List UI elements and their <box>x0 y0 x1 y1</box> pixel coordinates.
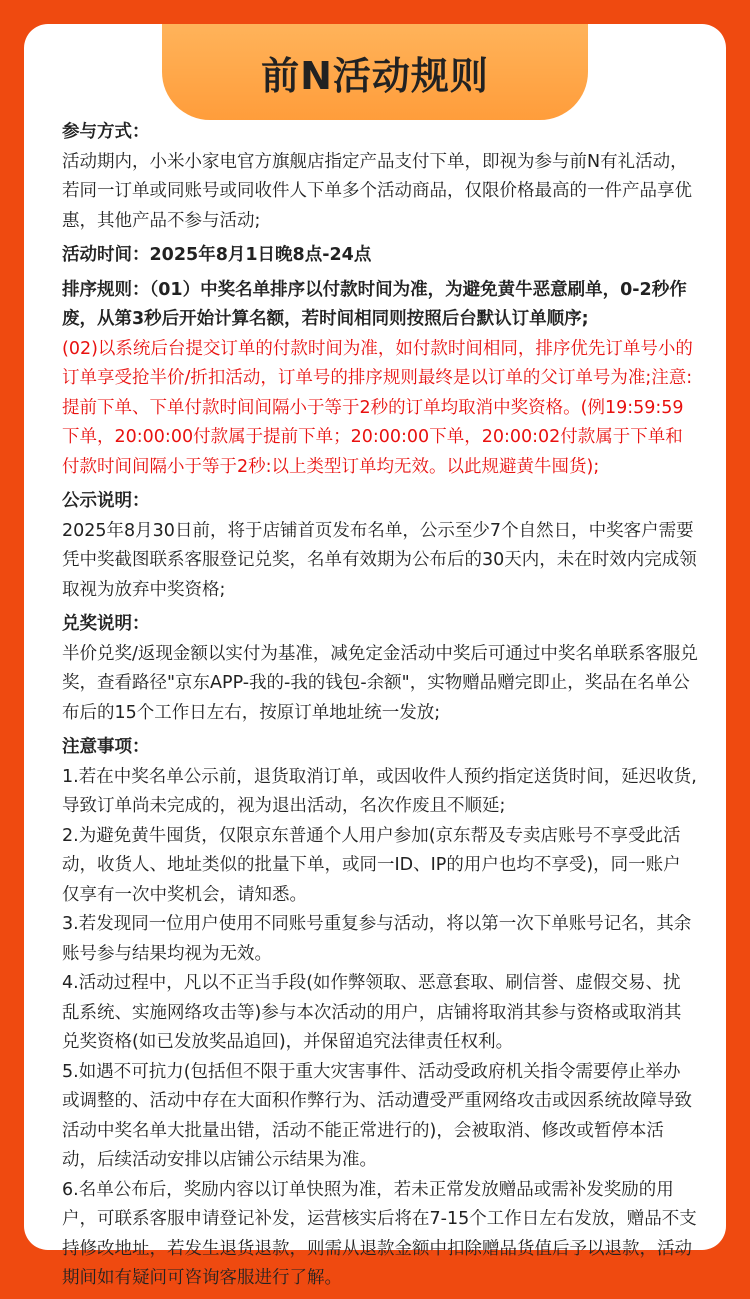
redemption-section <box>62 610 698 728</box>
announcement-text: 2025年8月30日前，将于店铺首页发布名单，公示至少7个自然日，中奖客户需要凭中奖截图联系客服登记兑奖，名单有效期为公布后的30天内，未在时效内完成领取视为放弃中奖资格; <box>62 520 697 600</box>
rules-content <box>62 118 698 1299</box>
ranking-rule-red: (02)以系统后台提交订单的付款时间为准，如付款时间相同，排序优先订单号小的订单享受抢半价/折扣活动，订单号的排序规则最终是以订单的父订单号为准;注意:提前下单、下单付款时间间隔小于等于2秒的订单均取消中奖资格。(例19:59:59下单，20:00:00付款属于提前下单；20:00:00下单，20:00:02付款属于下单和付款时间间隔小于等于2秒:以上类型订单均无效。以此规避黄牛囤货); <box>62 338 693 477</box>
ranking-section <box>62 276 698 483</box>
redemption-heading: 兑奖说明： <box>62 614 150 634</box>
announcement-heading: 公示说明： <box>62 491 150 511</box>
notes-heading: 注意事项： <box>62 737 150 757</box>
title-banner <box>162 24 588 120</box>
redemption-text: 半价兑奖/返现金额以实付为基准，减免定金活动中奖后可通过中奖名单联系客服兑奖，查看路径"京东APP-我的-我的钱包-余额"，实物赠品赠完即止，奖品在名单公布后的15个工作日左右，按原订单地址统一发放; <box>62 643 698 723</box>
note-item: 5.如遇不可抗力(包括但不限于重大灾害事件、活动受政府机关指令需要停止举办或调整的、活动中存在大面积作弊行为、活动遭受严重网络攻击或因系统故障导致活动中奖名单大批量出错，活动不能正常进行的)，会被取消、修改或暂停本活动，后续活动安排以店铺公示结果为准。 <box>62 1061 692 1170</box>
activity-time: 活动时间：2025年8月1日晚8点-24点 <box>62 245 372 265</box>
note-item: 4.活动过程中，凡以不正当手段(如作弊领取、恶意套取、刷信誉、虚假交易、扰乱系统、实施网络攻击等)参与本次活动的用户，店铺将取消其参与资格或取消其兑奖资格(如已发放奖品追回)，并保留追究法律责任权利。 <box>62 973 682 1052</box>
page-title: 前N活动规则 <box>261 53 489 98</box>
participation-heading: 参与方式： <box>62 122 150 142</box>
participation-text: 活动期内，小米小家电官方旗舰店指定产品支付下单，即视为参与前N有礼活动，若同一订单或同账号或同收件人下单多个活动商品，仅限价格最高的一件产品享优惠，其他产品不参与活动; <box>62 151 692 231</box>
activity-time-section <box>62 241 698 271</box>
announcement-section <box>62 487 698 605</box>
ranking-rule-bold: 排序规则：（01）中奖名单排序以付款时间为准，为避免黄牛恶意刷单，0-2秒作废，从第3秒后开始计算名额，若时间相同则按照后台默认订单顺序; <box>62 279 687 329</box>
rules-card <box>24 24 726 1288</box>
notes-section <box>62 733 698 1294</box>
participation-section <box>62 118 698 236</box>
note-item: 3.若发现同一位用户使用不同账号重复参与活动，将以第一次下单账号记名，其余账号参与结果均视为无效。 <box>62 914 692 964</box>
note-item: 6.名单公布后，奖励内容以订单快照为准，若未正常发放赠品或需补发奖励的用户，可联系客服申请登记补发，运营核实后将在7-15个工作日左右发放，赠品不支持修改地址，若发生退货退款，则需从退款金额中扣除赠品货值后予以退款，活动期间如有疑问可咨询客服进行了解。 <box>62 1179 697 1288</box>
note-item: 1.若在中奖名单公示前，退货取消订单，或因收件人预约指定送货时间，延迟收货,导致订单尚未完成的，视为退出活动，名次作废且不顺延; <box>62 766 697 816</box>
note-item: 2.为避免黄牛囤货，仅限京东普通个人用户参加(京东帮及专卖店账号不享受此活动，收货人、地址类似的批量下单，或同一ID、IP的用户也均不享受)，同一账户仅享有一次中奖机会，请知悉。 <box>62 825 681 905</box>
